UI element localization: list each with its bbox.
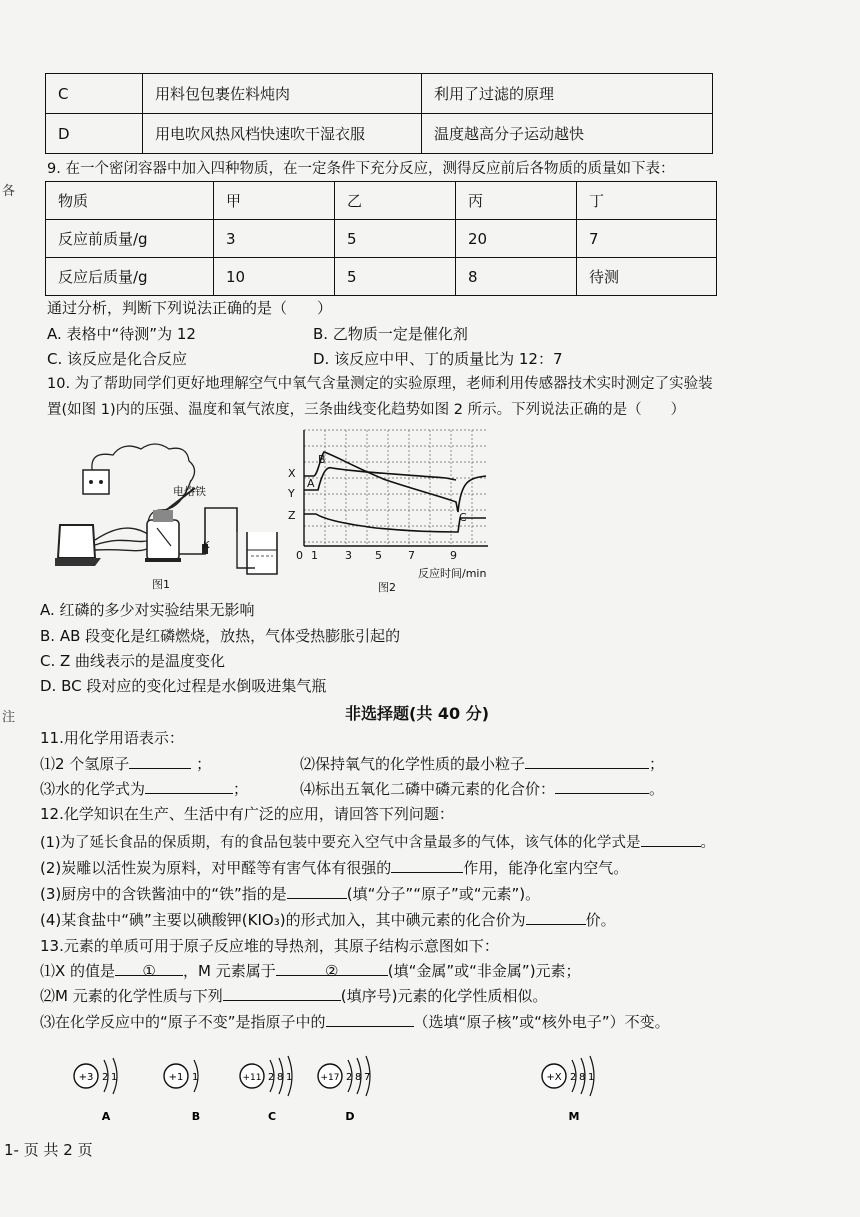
q12-p4-tail: 价。 [585,911,616,929]
q11-stem: 11.用化学用语表示： [40,729,184,747]
table-cell: 用料包包裹佐料炖肉 [143,74,422,114]
q13-p3-tail: （选填“原子核”或“核外电子”）不变。 [413,1013,670,1031]
curve-y [304,468,456,490]
margin-mark: 各 [2,184,16,199]
nucleus-charge: +3 [78,1072,94,1083]
q12-p2-text: (2)炭雕以活性炭为原料，对甲醛等有害气体有很强的 [40,859,392,877]
q9-table [45,181,717,296]
x-tick: 9 [450,549,457,562]
curve-x [304,452,486,512]
table-cell: 甲 [214,182,335,220]
q13-p2 [40,986,547,1006]
answer-blank[interactable] [641,832,701,847]
q13-p1 [40,961,581,981]
fig1-caption: 图1 [152,578,170,591]
x-tick: 5 [375,549,382,562]
electron-count: 1 [286,1072,293,1083]
fig2-caption: 图2 [378,581,396,594]
laptop-icon [58,525,95,558]
q13-p2-tail: (填序号)元素的化学性质相似。 [340,987,548,1005]
q11-p4: ⑷标出五氧化二磷中磷元素的化合价： 。 [300,780,665,798]
q10-option-b: B. AB 段变化是红磷燃烧，放热，气体受热膨胀引起的 [40,627,401,645]
series-label-y: Y [288,487,295,500]
electron-count: 2 [346,1072,353,1083]
table-cell: 丁 [577,182,717,220]
q12-p2 [40,858,628,878]
q10-line2: 置(如图 1)内的压强、温度和氧气浓度，三条曲线变化趋势如图 2 所示。下列说法正确的是（ ） [47,402,686,418]
answer-blank-2[interactable] [276,961,388,980]
q12-p4 [40,910,616,930]
q12-p3-text: (3)厨房中的含铁酱油中的“铁”指的是 [40,885,287,903]
q10-line1: 10. 为了帮助同学们更好地理解空气中氧气含量测定的实验原理，老师利用传感器技术实时测定了实验装 [47,376,713,392]
q13-p2-text: ⑵M 元素的化学性质与下列 [40,987,223,1005]
answer-blank[interactable] [287,884,347,899]
point-label-a: A [307,477,315,490]
q12-p1: (1)为了延长食品的保质期，有的食品包装中要充入空气中含量最多的气体，该气体的化学式是 。 [40,832,715,853]
electron-count: 2 [102,1072,109,1083]
gas-bottle [147,520,179,560]
answer-blank[interactable] [326,1012,414,1027]
q11-p1: ⑴2 个氢原子 ； [40,755,212,773]
q11-p1-text: ⑴2 个氢原子 [40,755,130,773]
answer-blank[interactable] [223,986,341,1001]
q13-p3 [40,1012,670,1032]
atom-label: M [568,1110,580,1123]
atom-label: A [101,1110,111,1123]
q11-p3: ⑶水的化学式为 ； [40,780,249,798]
q12-p4-text: (4)某食盐中“碘”主要以碘酸钾(KIO₃)的形式加入，其中碘元素的化合价为 [40,911,526,929]
q13-p1-mid: ，M 元素属于 [183,962,276,980]
table-cell: 待测 [577,258,717,296]
q13-stem: 13.元素的单质可用于原子反应堆的导热剂，其原子结构示意图如下： [40,937,499,955]
electron-count: 1 [192,1072,199,1083]
answer-blank[interactable] [526,910,586,925]
table-cell: 7 [577,220,717,258]
answer-blank[interactable] [555,779,649,794]
table-cell: 反应前质量/g [46,220,214,258]
answer-blank[interactable] [525,754,649,769]
table-cell: 物质 [46,182,214,220]
blank-marker: ① [142,962,156,980]
q11-p2-text: ⑵保持氧气的化学性质的最小粒子 [300,755,526,773]
x-tick: 0 [296,549,303,562]
table-cell: 丙 [456,182,577,220]
q11-p3-text: ⑶水的化学式为 [40,780,146,798]
series-label-x: X [288,467,296,480]
answer-blank[interactable] [129,754,191,769]
atom-label: D [345,1110,355,1123]
nucleus-charge: +X [546,1072,562,1083]
q12-p3 [40,884,540,904]
series-label-z: Z [288,509,296,522]
table-cell: 用电吹风热风档快速吹干湿衣服 [143,114,422,154]
fig2-xlabel: 反应时间/min [418,567,487,580]
table-cell: 反应后质量/g [46,258,214,296]
fig1-k-label: K [203,540,210,551]
page-footer: 1- 页 共 2 页 [4,1141,93,1159]
margin-mark: 注 [2,710,16,725]
table-cell: 8 [456,258,577,296]
table-cell: 温度越高分子运动越快 [422,114,713,154]
fig1-label: 电烙铁 [173,485,206,498]
q11-p4-text: ⑷标出五氧化二磷中磷元素的化合价： [300,780,556,798]
q12-stem: 12.化学知识在生产、生活中有广泛的应用，请回答下列问题： [40,805,454,823]
answer-blank-1[interactable] [115,961,183,980]
q9-option-b: B. 乙物质一定是催化剂 [313,325,468,343]
nucleus-charge: +1 [168,1072,184,1083]
q10-option-a: A. 红磷的多少对实验结果无影响 [40,601,255,619]
table-cell: 10 [214,258,335,296]
table-cell: 5 [335,258,456,296]
q9-option-a: A. 表格中“待测”为 12 [47,325,196,343]
table-cell: D [46,114,143,154]
q12-p1-text: (1)为了延长食品的保质期，有的食品包装中要充入空气中含量最多的气体，该气体的化学式是 [40,835,641,851]
q10-option-c: C. Z 曲线表示的是温度变化 [40,652,226,670]
table-cell: C [46,74,143,114]
q9-stem: 9. 在一个密闭容器中加入四种物质，在一定条件下充分反应，测得反应前后各物质的质量如下表： [47,161,675,177]
answer-blank[interactable] [145,779,233,794]
answer-blank[interactable] [391,858,463,873]
electron-count: 8 [579,1072,586,1083]
atom-label: B [191,1110,201,1123]
q9-option-d: D. 该反应中甲、丁的质量比为 12：7 [313,350,563,368]
x-tick: 7 [408,549,415,562]
electron-count: 1 [111,1072,118,1083]
socket-icon [83,470,109,494]
x-tick: 3 [345,549,352,562]
atom-diagram-d [314,1050,404,1140]
table-cell: 3 [214,220,335,258]
q12-p3-tail: (填“分子”“原子”或“元素”)。 [346,885,541,903]
point-label-c: C [459,511,467,524]
nucleus-charge: +17 [320,1073,340,1083]
atom-diagram-a [70,1050,160,1140]
table-cell: 利用了过滤的原理 [422,74,713,114]
point-label-b: B [318,453,326,466]
blank-marker: ② [325,962,339,980]
atom-label: C [267,1110,277,1123]
figure1-apparatus [55,440,300,600]
q13-p3-text: ⑶在化学反应中的“原子不变”是指原子中的 [40,1013,326,1031]
figure2-plot [296,428,492,558]
section-title: 非选择题(共 40 分) [345,704,490,723]
atom-diagram-m [538,1050,628,1140]
electron-count: 2 [570,1072,577,1083]
table-cell: 20 [456,220,577,258]
q9-option-c: C. 该反应是化合反应 [47,350,188,368]
electron-count: 1 [588,1072,595,1083]
q9-question: 通过分析，判断下列说法正确的是（ ） [47,299,333,317]
q13-p1-text: ⑴X 的值是 [40,962,116,980]
q10-option-d: D. BC 段对应的变化过程是水倒吸进集气瓶 [40,677,327,695]
electron-count: 8 [277,1072,284,1083]
x-tick: 1 [311,549,318,562]
option-table [45,73,713,154]
q12-p2-tail: 作用，能净化室内空气。 [463,859,629,877]
q11-p2: ⑵保持氧气的化学性质的最小粒子 ； [300,755,665,773]
q13-p1-tail: (填“金属”或“非金属”)元素； [387,962,581,980]
electron-count: 2 [268,1072,275,1083]
table-cell: 乙 [335,182,456,220]
electron-count: 7 [364,1072,371,1083]
electron-count: 8 [355,1072,362,1083]
atom-diagram-c [236,1050,326,1140]
nucleus-charge: +11 [242,1073,262,1083]
table-cell: 5 [335,220,456,258]
